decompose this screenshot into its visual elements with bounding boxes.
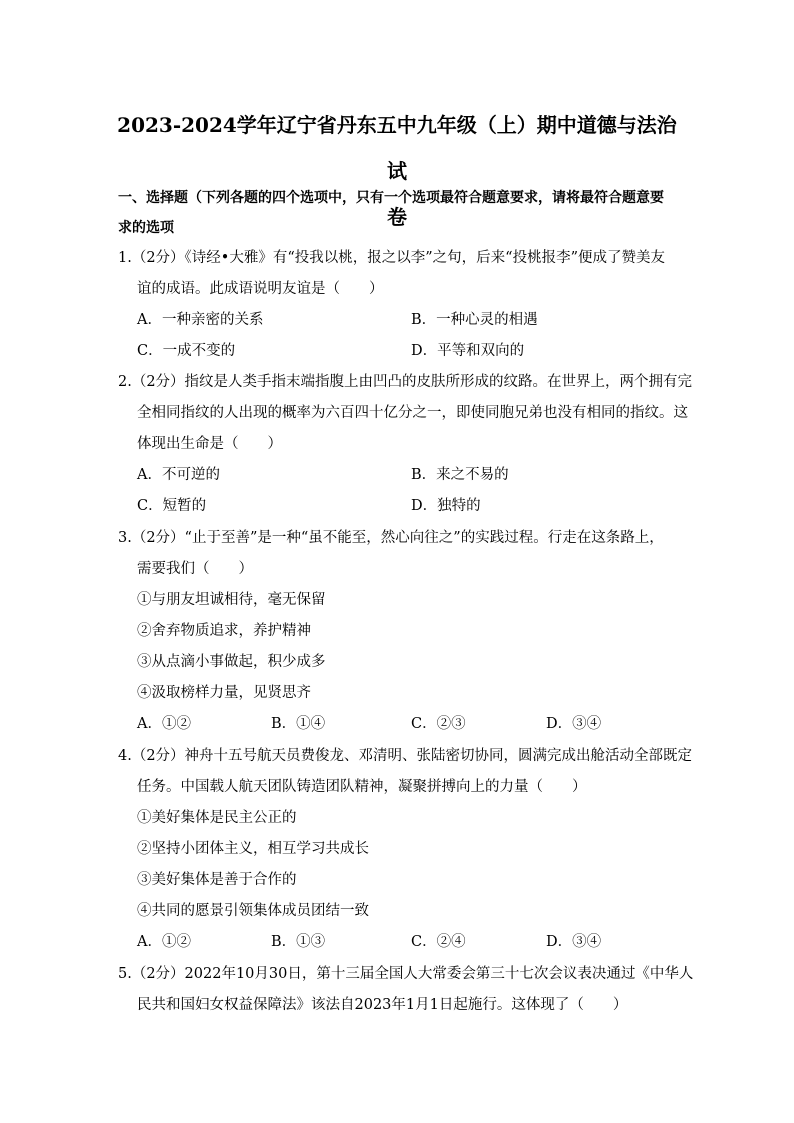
question-stem-line: 2.（2分）指纹是人类手指末端指腹上由凹凸的皮肤所形成的纹路。在世界上，两个拥有完 <box>118 374 693 390</box>
option-d[interactable]: D．③④ <box>546 716 602 732</box>
option-d[interactable]: D．③④ <box>546 934 602 950</box>
options-row <box>118 336 680 367</box>
statement-item: ②坚持小团体主义，相互学习共成长 <box>137 841 369 857</box>
options-row <box>118 491 680 522</box>
question-stem-line: 需要我们（ ） <box>137 561 253 577</box>
question-stem-line: 任务。中国载人航天团队铸造团队精神，凝聚拼搏向上的力量（ ） <box>137 779 587 795</box>
option-c[interactable]: C．一成不变的 <box>137 343 236 359</box>
option-b[interactable]: B．①③ <box>271 934 326 950</box>
option-b[interactable]: B．来之不易的 <box>411 467 509 483</box>
option-d[interactable]: D．独特的 <box>411 498 481 514</box>
statement-item: ②舍弃物质追求，养护精神 <box>137 623 311 639</box>
option-c[interactable]: C．②③ <box>411 716 466 732</box>
question-stem-line: 3.（2分）“止于至善”是一种“虽不能至，然心向往之”的实践过程。行走在这条路上， <box>118 530 664 546</box>
question-stem-line: 体现出生命是（ ） <box>137 436 282 452</box>
statement-item: ①美好集体是民主公正的 <box>137 810 297 826</box>
statement-item: ④共同的愿景引领集体成员团结一致 <box>137 903 369 919</box>
options-row <box>118 305 680 336</box>
statement-item: ①与朋友坦诚相待，毫无保留 <box>137 592 326 608</box>
title-line-1: 2023-2024学年辽宁省丹东五中九年级（上）期中道德与法治试 <box>117 113 677 183</box>
question-3 <box>118 523 680 740</box>
question-stem-line: 谊的成语。此成语说明友谊是（ ） <box>137 281 384 297</box>
question-5 <box>118 959 694 1021</box>
option-a[interactable]: A．①② <box>137 934 191 950</box>
title-line-2: 卷 <box>387 205 407 229</box>
option-a[interactable]: A．不可逆的 <box>137 467 220 483</box>
statement-item: ④汲取榜样力量，见贤思齐 <box>137 685 311 701</box>
options-row <box>118 709 680 740</box>
options-row <box>118 927 680 958</box>
statement-item: ③从点滴小事做起，积少成多 <box>137 654 326 670</box>
option-b[interactable]: B．①④ <box>271 716 326 732</box>
option-a[interactable]: A．①② <box>137 716 191 732</box>
option-a[interactable]: A．一种亲密的关系 <box>137 312 264 328</box>
statement-item: ③美好集体是善于合作的 <box>137 872 297 888</box>
question-2 <box>118 367 693 522</box>
question-stem-line: 全相同指纹的人出现的概率为六百四十亿分之一，即使同胞兄弟也没有相同的指纹。这 <box>137 405 688 421</box>
question-stem-line: 1.（2分）《诗经•大雅》有“投我以桃，报之以李”之句，后来“投桃报李”便成了赞美友 <box>118 250 666 266</box>
option-d[interactable]: D．平等和双向的 <box>411 343 525 359</box>
section-heading-line-2: 求的选项 <box>118 220 174 236</box>
question-stem-line: 5.（2分）2022年10月30日，第十三届全国人大常委会第三十七次会议表决通过《中华人 <box>118 966 694 982</box>
option-c[interactable]: C．②④ <box>411 934 466 950</box>
options-row <box>118 460 680 491</box>
question-stem-line: 4.（2分）神舟十五号航天员费俊龙、邓清明、张陆密切协同，圆满完成出舱活动全部既定 <box>118 748 693 764</box>
question-4 <box>118 741 693 958</box>
option-c[interactable]: C．短暂的 <box>137 498 207 514</box>
section-heading <box>118 183 678 243</box>
question-1 <box>118 243 680 367</box>
option-b[interactable]: B．一种心灵的相遇 <box>411 312 538 328</box>
section-heading-line-1: 一、选择题（下列各题的四个选项中，只有一个选项最符合题意要求，请将最符合题意要 <box>118 190 664 206</box>
question-stem-line: 民共和国妇女权益保障法》该法自2023年1月1日起施行。这体现了（ ） <box>137 997 628 1013</box>
